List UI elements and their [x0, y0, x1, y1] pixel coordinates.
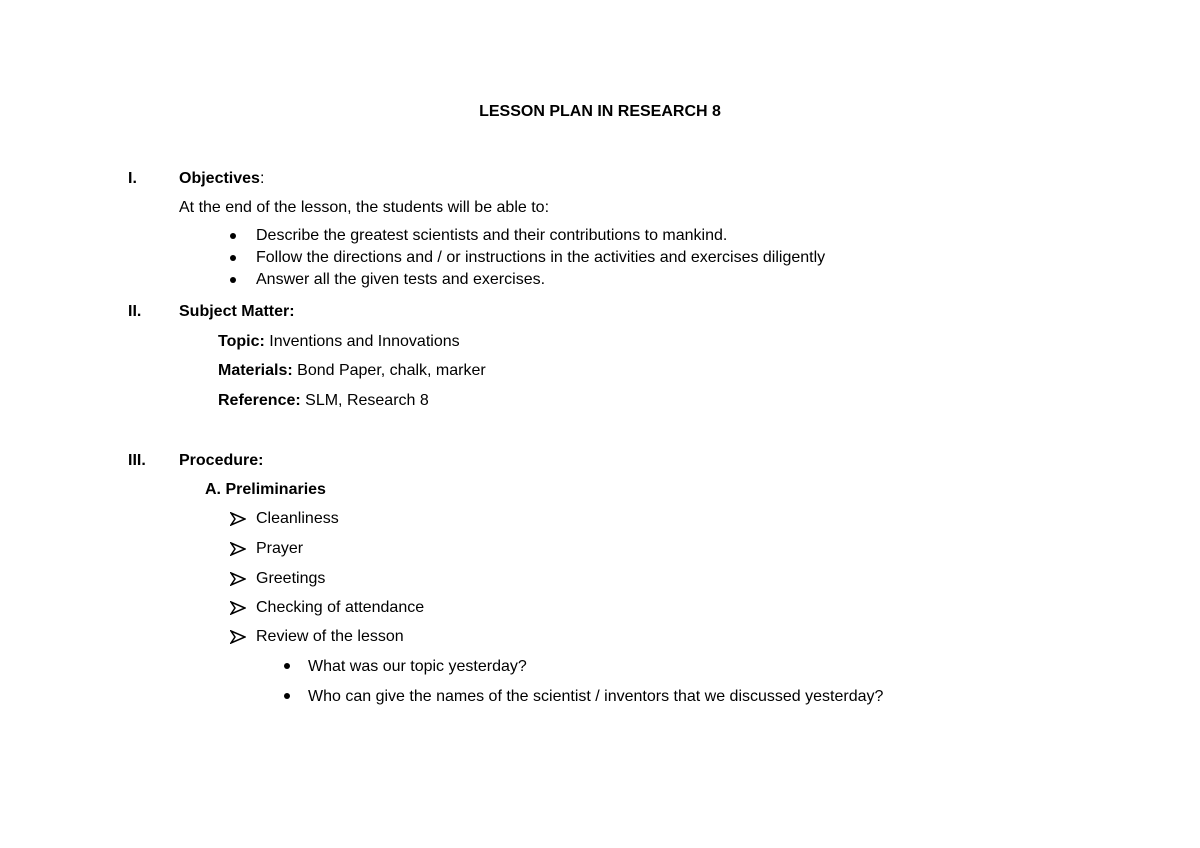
- objectives-intro: At the end of the lesson, the students will be able to:: [179, 199, 550, 216]
- bullet-icon: [230, 233, 236, 239]
- arrowhead-bullet-icon: [230, 572, 246, 586]
- preliminary-step: Cleanliness: [256, 510, 339, 527]
- reference-line: Reference: SLM, Research 8: [218, 392, 429, 409]
- preliminary-step: Prayer: [256, 540, 304, 557]
- bullet-icon: [284, 693, 290, 699]
- arrowhead-bullet-icon: [230, 542, 246, 556]
- bullet-icon: [284, 663, 290, 669]
- arrowhead-bullet-icon: [230, 512, 246, 526]
- review-question: What was our topic yesterday?: [308, 658, 527, 675]
- document-title: LESSON PLAN IN RESEARCH 8: [479, 103, 721, 120]
- subject-matter-heading: Subject Matter:: [179, 303, 295, 320]
- preliminaries-heading: A. Preliminaries: [205, 481, 326, 498]
- preliminary-step: Greetings: [256, 570, 326, 587]
- procedure-heading: Procedure:: [179, 452, 264, 469]
- arrowhead-bullet-icon: [230, 630, 246, 644]
- bullet-icon: [230, 277, 236, 283]
- materials-line: Materials: Bond Paper, chalk, marker: [218, 362, 486, 379]
- objective-item: Answer all the given tests and exercises.: [256, 271, 546, 288]
- procedure-numeral: III.: [128, 452, 146, 469]
- topic-line: Topic: Inventions and Innovations: [218, 333, 460, 350]
- objective-item: Describe the greatest scientists and their contributions to mankind.: [256, 227, 728, 244]
- preliminary-step: Review of the lesson: [256, 628, 404, 645]
- preliminary-step: Checking of attendance: [256, 599, 425, 616]
- bullet-icon: [230, 255, 236, 261]
- subject-matter-numeral: II.: [128, 303, 142, 320]
- objective-item: Follow the directions and / or instructions in the activities and exercises diligently: [256, 249, 826, 266]
- objectives-heading: Objectives:: [179, 170, 265, 187]
- objectives-numeral: I.: [128, 170, 137, 187]
- arrowhead-bullet-icon: [230, 601, 246, 615]
- review-question: Who can give the names of the scientist / inventors that we discussed yesterday?: [308, 688, 884, 705]
